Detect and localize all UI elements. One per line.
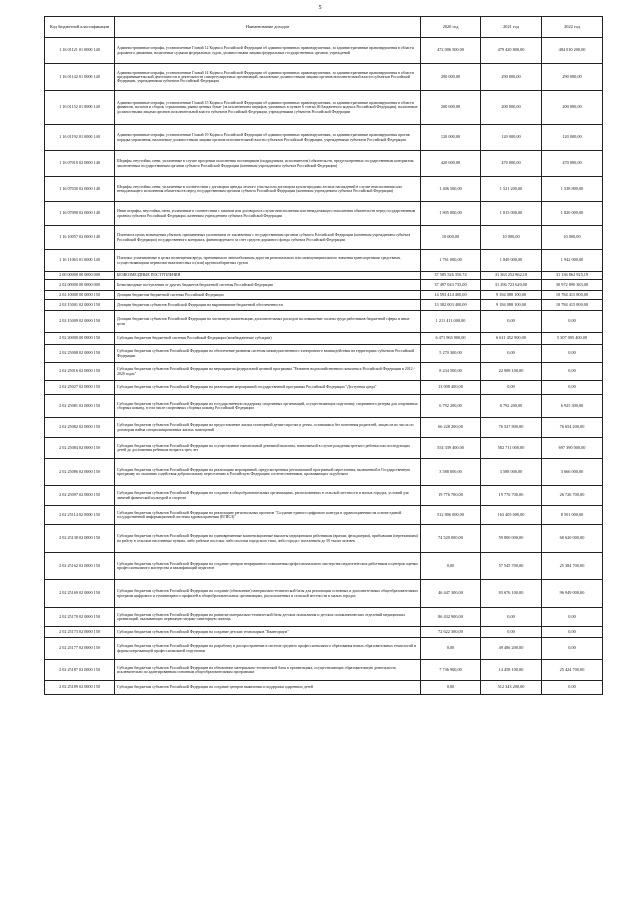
row-2022: 1 942 000,00 xyxy=(542,250,603,272)
row-2022: 1 820 000,00 xyxy=(542,202,603,226)
row-2021: 9 184 088 100,00 xyxy=(481,300,542,311)
row-2022: 26 726 700,00 xyxy=(542,486,603,506)
row-2020: 1 761 000,00 xyxy=(421,250,481,272)
row-code: 2 02 15001 02 0000 150 xyxy=(45,300,115,311)
row-name: Административные штрафы, установленные Главой 15 Кодекса Российской Федерации об административных правонарушениях, за административные правонарушения в области финансов, налогов и сборов, страхования, рынка ценных бумаг (за исключением штрафов, указанных в пункте 6 статьи 46 Бюджетного кодекса Российской Федерации), налагаемые должностными лицами органов исполнительной власти субъектов Российской Федерации, учреждениями субъектов Российской Федерации xyxy=(115,91,421,125)
row-name: Дотации бюджетам субъектов Российской Федерации на выравнивание бюджетной обеспеченности xyxy=(115,300,421,311)
row-code: 1 16 01121 01 0000 140 xyxy=(45,38,115,64)
row-2021: 14 458 100,00 xyxy=(481,660,542,681)
row-2022: 0,00 xyxy=(542,681,603,695)
row-2020: 72 622 300,00 xyxy=(421,627,481,638)
table-row xyxy=(45,525,603,553)
row-2022: 5 307 005 400,00 xyxy=(542,333,603,345)
table-row xyxy=(45,608,603,627)
row-2022: 10 784 415 800,00 xyxy=(542,291,603,300)
row-2021: 0,00 xyxy=(481,381,542,395)
row-2020: 1 805 000,00 xyxy=(421,202,481,226)
row-name: Дотации бюджетам бюджетной системы Российской Федерации xyxy=(115,291,421,300)
row-2022: 76 654 200,00 xyxy=(542,418,603,438)
row-2021: 582 711 000,00 xyxy=(481,438,542,459)
table-row xyxy=(45,280,603,291)
row-2021: 31 363 252 862,10 xyxy=(481,272,542,280)
row-2022: 120 000,00 xyxy=(542,125,603,151)
row-2020: 1 406 500,00 xyxy=(421,177,481,202)
row-name: Субсидии бюджетам субъектов Российской Федерации на создание центров непрерывного повышения профессионального мастерства педагогических работников и центров оценки профессионального мастерства и квалификаций педагогов xyxy=(115,553,421,580)
row-name: Штрафы, неустойки, пени, уплаченные в случае просрочки исполнения поставщиком (подрядчиком, исполнителем) обязательств, предусмотренных государственным контрактом, заключенным государственным органом субъекта Российской Федерации (казенным учреждением субъекта Российской Федерации) xyxy=(115,151,421,177)
row-name: Субсидии бюджетам субъектов Российской Федерации на создание детских технопарков "Кванториум" xyxy=(115,627,421,638)
row-2020: 7 736 900,00 xyxy=(421,660,481,681)
row-name: Субсидии бюджетам субъектов Российской Федерации на разработку и распространение в системе среднего профессионального образования новых образовательных технологий и формы опережающей профессиональной подготовки xyxy=(115,638,421,660)
row-2021: 512 343 200,00 xyxy=(481,681,542,695)
row-2020: 6 471 963 900,00 xyxy=(421,333,481,345)
row-2022: 8 501 000,00 xyxy=(542,506,603,525)
row-name: Субсидии бюджетам субъектов Российской Федерации на создание в общеобразовательных организациях, расположенных в сельской местности и малых городах, условий для занятий физической культурой и спортом xyxy=(115,486,421,506)
row-2021: 9 184 088 100,00 xyxy=(481,291,542,300)
row-2021: 0,00 xyxy=(481,311,542,333)
row-2020: 86 432 900,00 xyxy=(421,608,481,627)
table-row xyxy=(45,345,603,363)
table-row xyxy=(45,459,603,486)
row-2021: 479 420 800,00 xyxy=(481,38,542,64)
row-2021: 3 588 000,00 xyxy=(481,459,542,486)
row-code: 2 02 10000 00 0000 150 xyxy=(45,291,115,300)
row-code: 2 02 25016 02 0000 150 xyxy=(45,363,115,381)
row-2021: 83 676 100,00 xyxy=(481,580,542,608)
row-2021: 1 815 000,00 xyxy=(481,202,542,226)
header-code: Код бюджетной классификации xyxy=(45,17,115,38)
row-code: 1 16 01142 01 0000 140 xyxy=(45,64,115,91)
row-2022: 25 424 700,00 xyxy=(542,660,603,681)
row-2020: 14 593 414 400,00 xyxy=(421,291,481,300)
row-code: 2 02 25114 02 0000 150 xyxy=(45,506,115,525)
header-2020: 2020 год xyxy=(421,17,481,38)
row-code: 2 02 25084 02 0000 150 xyxy=(45,438,115,459)
row-2022: 3 666 000,00 xyxy=(542,459,603,486)
table-row xyxy=(45,638,603,660)
table-row xyxy=(45,64,603,91)
table-row xyxy=(45,395,603,418)
row-2022: 0,00 xyxy=(542,381,603,395)
row-2022: 0,00 xyxy=(542,608,603,627)
table-header-row xyxy=(45,17,603,38)
row-2021: 10 000,00 xyxy=(481,226,542,250)
row-2021: 290 000,00 xyxy=(481,64,542,91)
row-2020: 13 382 003 400,00 xyxy=(421,300,481,311)
row-name: Субсидии бюджетам субъектов Российской Федерации на обновление материально-технической базы в организациях, осуществляющих образовательную деятельность исключительно по адаптированным основным общеобразовательным программам xyxy=(115,660,421,681)
row-2022: 31 136 862 925,19 xyxy=(542,272,603,280)
row-2020: 8 234 500,00 xyxy=(421,363,481,381)
row-2020: 10 000,00 xyxy=(421,226,481,250)
row-code: 2 02 25008 02 0000 150 xyxy=(45,345,115,363)
row-name: Субсидии бюджетам субъектов Российской Федерации на развитие материально-технической базы детских поликлиник и детских поликлинических отделений медицинских организаций, оказывающих первичную медико-санитарную помощь xyxy=(115,608,421,627)
row-2021: 1 849 000,00 xyxy=(481,250,542,272)
row-code: 1 16 07030 02 0000 140 xyxy=(45,177,115,202)
row-name: Административные штрафы, установленные Главой 19 Кодекса Российской Федерации об административных правонарушениях, за административные правонарушения против порядка управления, налагаемые должностными лицами органов исполнительной власти субъектов Российской Федерации, учреждениями субъектов Российской Федерации xyxy=(115,125,421,151)
row-name: Безвозмездные поступления от других бюджетов бюджетной системы Российской Федерации xyxy=(115,280,421,291)
row-2020: 19 776 700,00 xyxy=(421,486,481,506)
table-row xyxy=(45,250,603,272)
row-name: Штрафы, неустойки, пени, уплаченные в соответствии с договором аренды лесного участка или договором купли-продажи лесных насаждений в случае неисполнения или ненадлежащего исполнения обязательств перед государственным органом субъекта Российской Федерации (казенным учреждением субъекта Российской Федерации) xyxy=(115,177,421,202)
row-2022: 0,00 xyxy=(542,363,603,381)
row-name: Субсидии бюджетам субъектов Российской Федерации на обеспечение развития системы межведомственного электронного взаимодействия на территориях субъектов Российской Федерации xyxy=(115,345,421,363)
row-2021: 76 527 800,00 xyxy=(481,418,542,438)
row-2021: 6 792 200,00 xyxy=(481,395,542,418)
header-2021: 2021 год xyxy=(481,17,542,38)
row-2020: 66 228 200,00 xyxy=(421,418,481,438)
row-2020: 3 588 000,00 xyxy=(421,459,481,486)
table-row xyxy=(45,38,603,64)
row-name: Субсидии бюджетам субъектов Российской Федерации на осуществление ежемесячной денежной выплаты, назначаемой в случае рождения третьего ребенка или последующих детей до достижения ребенком возраста трех лет xyxy=(115,438,421,459)
row-code: 1 16 10057 02 0000 140 xyxy=(45,226,115,250)
row-name: Субсидии бюджетам субъектов Российской Федерации на реализацию мероприятий, предусмотренных региональной программой переселения, включенной в Государственную программу по оказанию содействия добровольному переселению в Российскую Федерацию соотечественников, проживающих за рубежом xyxy=(115,459,421,486)
row-code: 1 16 11063 01 0000 140 xyxy=(45,250,115,272)
row-code: 2 02 25086 02 0000 150 xyxy=(45,459,115,486)
row-2021: 0,00 xyxy=(481,627,542,638)
row-2020: 420 000,00 xyxy=(421,151,481,177)
row-2022: 0,00 xyxy=(542,627,603,638)
row-name: Субсидии бюджетам субъектов Российской Федерации на создание центров выявления и поддержки одаренных детей xyxy=(115,681,421,695)
row-2021: 22 908 100,00 xyxy=(481,363,542,381)
row-2021: 19 776 700,00 xyxy=(481,486,542,506)
row-2020: 1 211 411 000,00 xyxy=(421,311,481,333)
row-2020: 37 585 526 350,74 xyxy=(421,272,481,280)
row-2021: 57 545 700,00 xyxy=(481,553,542,580)
table-row xyxy=(45,580,603,608)
table-row xyxy=(45,627,603,638)
table-row xyxy=(45,202,603,226)
row-code: 2 00 00000 00 0000 000 xyxy=(45,272,115,280)
row-2020: 74 520 000,00 xyxy=(421,525,481,553)
row-code: 2 02 25082 02 0000 150 xyxy=(45,418,115,438)
row-code: 2 02 25162 02 0000 150 xyxy=(45,553,115,580)
row-code: 2 02 25189 02 0000 150 xyxy=(45,681,115,695)
row-code: 2 02 15009 02 0000 150 xyxy=(45,311,115,333)
row-2020: 13 008 400,00 xyxy=(421,381,481,395)
row-name: Административные штрафы, установленные Главой 14 Кодекса Российской Федерации об административных правонарушениях, за административные правонарушения в области предпринимательской деятельности и деятельности саморегулируемых организаций, налагаемые должностными лицами органов исполнительной власти субъектов Российской Федерации, учреждениями субъектов Российской Федерации xyxy=(115,64,421,91)
row-2020: 512 806 000,00 xyxy=(421,506,481,525)
table-row xyxy=(45,333,603,345)
row-2020: 0,00 xyxy=(421,638,481,660)
header-name: Наименование доходов xyxy=(115,17,421,38)
row-2021: 0,00 xyxy=(481,608,542,627)
row-code: 2 02 25027 02 0000 150 xyxy=(45,381,115,395)
row-2022: 470 000,00 xyxy=(542,151,603,177)
table-row xyxy=(45,363,603,381)
row-name: Субсидии бюджетам субъектов Российской Федерации на создание (обновление) материально-технической базы для реализации основных и дополнительных общеобразовательных программ цифрового и гуманитарного профилей в общеобразовательных организациях, расположенных в сельской местности и малых городах xyxy=(115,580,421,608)
row-code: 2 02 25177 02 0000 150 xyxy=(45,638,115,660)
row-name: Субсидии бюджетам субъектов Российской Федерации на реализацию региональных проектов "Создание единого цифрового контура в здравоохранении на основе единой государственной информационной системы здравоохранения (ЕГИСЗ)" xyxy=(115,506,421,525)
row-name: Субсидии бюджетам субъектов Российской Федерации на мероприятия федеральной целевой программы "Развитие водохозяйственного комплекса Российской Федерации в 2012 - 2020 годах" xyxy=(115,363,421,381)
row-2022: 10 784 415 800,00 xyxy=(542,300,603,311)
table-row xyxy=(45,381,603,395)
table-row xyxy=(45,151,603,177)
row-name: Иные штрафы, неустойки, пени, уплаченные в соответствии с законом или договором в случае неисполнения или ненадлежащего исполнения обязательств перед государственным органом субъекта Российской Федерации, казенным учреждением субъекта Российской Федерации xyxy=(115,202,421,226)
row-2020: 554 339 400,00 xyxy=(421,438,481,459)
row-code: 2 02 25081 02 0000 150 xyxy=(45,395,115,418)
row-2021: 0,00 xyxy=(481,345,542,363)
row-2022: 96 949 000,00 xyxy=(542,580,603,608)
row-2022: 697 390 000,00 xyxy=(542,438,603,459)
row-2020: 0,00 xyxy=(421,553,481,580)
row-2020: 5 270 300,00 xyxy=(421,345,481,363)
row-code: 2 02 20000 00 0000 150 xyxy=(45,333,115,345)
table-row xyxy=(45,553,603,580)
row-2020: 120 000,00 xyxy=(421,125,481,151)
row-2020: 46 447 300,00 xyxy=(421,580,481,608)
row-2020: 37 497 043 735,00 xyxy=(421,280,481,291)
row-2021: 200 000,00 xyxy=(481,91,542,125)
page-number: 5 xyxy=(318,5,322,11)
row-code: 2 02 25187 02 0000 150 xyxy=(45,660,115,681)
table-row xyxy=(45,438,603,459)
table-row xyxy=(45,506,603,525)
row-name: Субсидии бюджетам субъектов Российской Федерации на единовременные компенсационные выплаты медицинским работникам (врачам, фельдшерам), прибывшим (переехавшим) на работу в сельские населенные пункты, либо рабочие поселки, либо поселки городского типа, либо города с населением до 50 тысяч человек xyxy=(115,525,421,553)
row-2022: 6 925 300,00 xyxy=(542,395,603,418)
table-row xyxy=(45,311,603,333)
table-row xyxy=(45,486,603,506)
row-code: 2 02 25097 02 0000 150 xyxy=(45,486,115,506)
table-row xyxy=(45,272,603,280)
row-2022: 0,00 xyxy=(542,311,603,333)
row-2020: 0,00 xyxy=(421,681,481,695)
row-code: 2 02 25173 02 0000 150 xyxy=(45,627,115,638)
row-code: 2 02 00000 00 0000 000 xyxy=(45,280,115,291)
row-name: Платежи в целях возмещения убытков, причиненных уклонением от заключения с государственным органом субъекта Российской Федерации (казенным учреждением субъекта Российской Федерации) государственного контракта, финансируемого за счет средств дорожного фонда субъекта Российской Федерации xyxy=(115,226,421,250)
row-2021: 49 486 200,00 xyxy=(481,638,542,660)
row-2022: 68 620 000,00 xyxy=(542,525,603,553)
row-2021: 31 296 723 620,00 xyxy=(481,280,542,291)
row-code: 2 02 25170 02 0000 150 xyxy=(45,608,115,627)
revenue-table xyxy=(44,16,603,695)
header-2022: 2022 год xyxy=(542,17,603,38)
row-code: 1 16 01152 01 0000 140 xyxy=(45,91,115,125)
table-row xyxy=(45,177,603,202)
row-name: БЕЗВОЗМЕЗДНЫЕ ПОСТУПЛЕНИЯ xyxy=(115,272,421,280)
row-name: Административные штрафы, установленные Главой 12 Кодекса Российской Федерации об административных правонарушениях, за административные правонарушения в области дорожного движения, налагаемые судьями федеральных судов, должностными лицами федеральных государственных органов, учреждений xyxy=(115,38,421,64)
table-row xyxy=(45,660,603,681)
row-code: 2 02 25169 02 0000 150 xyxy=(45,580,115,608)
row-2022: 10 000,00 xyxy=(542,226,603,250)
row-name: Субсидии бюджетам субъектов Российской Федерации на реализацию мероприятий государственной программы Российской Федерации "Доступная среда" xyxy=(115,381,421,395)
table-row xyxy=(45,418,603,438)
row-2021: 470 000,00 xyxy=(481,151,542,177)
row-2021: 59 800 000,00 xyxy=(481,525,542,553)
row-name: Субсидии бюджетам субъектов Российской Федерации на государственную поддержку спортивных организаций, осуществляющих подготовку спортивного резерва для спортивных сборных команд, в том числе спортивных сборных команд Российской Федерации xyxy=(115,395,421,418)
row-2022: 484 010 200,00 xyxy=(542,38,603,64)
row-code: 1 16 07010 02 0000 140 xyxy=(45,151,115,177)
row-code: 2 02 25138 02 0000 150 xyxy=(45,525,115,553)
table-row xyxy=(45,125,603,151)
table-row xyxy=(45,291,603,300)
row-2020: 290 000,00 xyxy=(421,64,481,91)
row-2022: 1 538 800,00 xyxy=(542,177,603,202)
table-row xyxy=(45,226,603,250)
row-2022: 0,00 xyxy=(542,345,603,363)
row-2022: 200 000,00 xyxy=(542,91,603,125)
row-2021: 163 405 000,00 xyxy=(481,506,542,525)
row-name: Субсидии бюджетам бюджетной системы Российской Федерации (межбюджетные субсидии) xyxy=(115,333,421,345)
table-row xyxy=(45,300,603,311)
row-2021: 120 000,00 xyxy=(481,125,542,151)
row-2021: 6 611 452 900,00 xyxy=(481,333,542,345)
row-2022: 290 000,00 xyxy=(542,64,603,91)
row-2022: 30 972 890 383,00 xyxy=(542,280,603,291)
row-2022: 25 384 700,00 xyxy=(542,553,603,580)
row-name: Дотации бюджетам субъектов Российской Федерации на частичную компенсацию дополнительных расходов на повышение оплаты труда работников бюджетной сферы и иные цели xyxy=(115,311,421,333)
table-row xyxy=(45,91,603,125)
row-2020: 472 006 500,00 xyxy=(421,38,481,64)
row-name: Платежи, уплачиваемые в целях возмещения вреда, причиняемого автомобильным дорогам регионального или межмуниципального значения транспортными средствами, осуществляющими перевозки тяжеловесных и (или) крупногабаритных грузов xyxy=(115,250,421,272)
row-2020: 200 000,00 xyxy=(421,91,481,125)
row-code: 1 16 01192 01 0000 140 xyxy=(45,125,115,151)
row-name: Субсидии бюджетам субъектов Российской Федерации на предоставление жилых помещений детям-сиротам и детям, оставшимся без попечения родителей, лицам из их числа по договорам найма специализированных жилых помещений xyxy=(115,418,421,438)
row-code: 1 16 07090 02 0000 140 xyxy=(45,202,115,226)
row-2020: 6 792 200,00 xyxy=(421,395,481,418)
row-2022: 0,00 xyxy=(542,638,603,660)
row-2021: 1 521 200,00 xyxy=(481,177,542,202)
table-row xyxy=(45,681,603,695)
